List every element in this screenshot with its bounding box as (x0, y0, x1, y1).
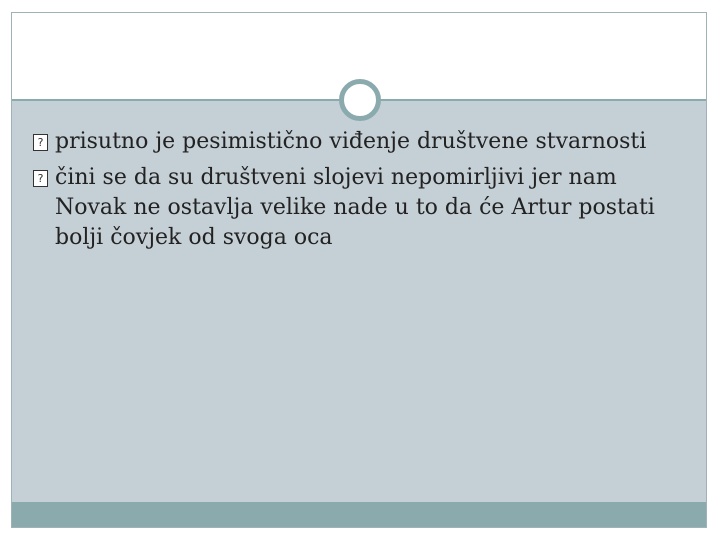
bullet-list (33, 127, 693, 259)
missing-glyph-bullet-icon: ? (33, 170, 48, 187)
circle-ornament-icon (339, 79, 381, 121)
bullet-item (33, 127, 693, 157)
circle-ornament-center (347, 87, 373, 113)
bullet-item (33, 163, 693, 253)
bullet-text: prisutno je pesimistično viđenje društvene stvarnosti (55, 129, 647, 154)
footer-bar (12, 502, 706, 527)
bullet-text: čini se da su društveni slojevi nepomirljivi jer nam Novak ne ostavlja velike nade u to da će Artur postati bolji čovjek od svoga oca (55, 165, 655, 250)
missing-glyph-bullet-icon: ? (33, 134, 48, 151)
